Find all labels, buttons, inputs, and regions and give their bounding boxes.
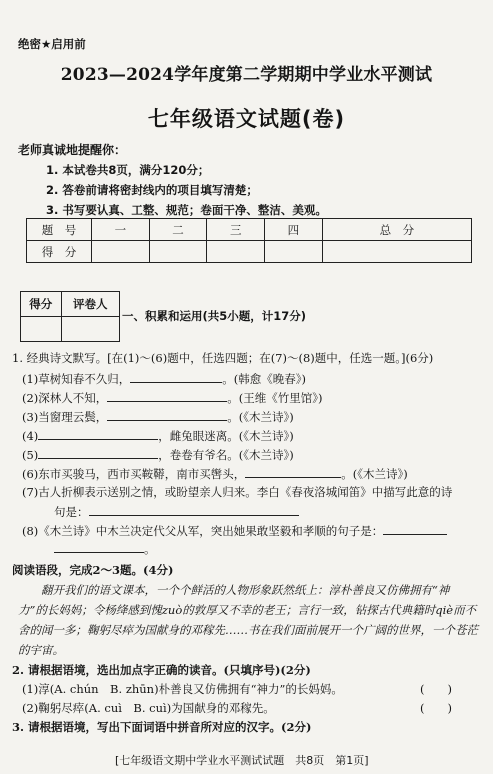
reading-passage: 翻开我们的语文课本，一个个鲜活的人物形象跃然纸上：淳朴善良又仿佛拥有“神力”的长妈妈；令杨绛感到愧zuò的敦厚又不幸的老王；言行一致，钻探古代典籍时qiè而不舍的闻一多；鞠躬尽瘁为国献身的邓稼先……书在我们面前展开一个广阔的世界，一个苍茫的宇宙。 xyxy=(18,583,478,657)
page-footer: [七年级语文期中学业水平测试试题 共8页 第1页] xyxy=(115,754,369,767)
recite-line-7b: 句是： xyxy=(54,503,299,520)
reading-title: 阅读语段，完成2～3题。(4分) xyxy=(12,563,174,577)
answer-blank[interactable] xyxy=(130,370,222,383)
grader-score-label: 得分 xyxy=(21,292,62,317)
question-3-stem: 3. 请根据语境，写出下面词语中拼音所对应的汉字。(2分) xyxy=(12,720,312,734)
score-header-cell: 四 xyxy=(265,219,323,241)
question-2-1: (1)淳(A. chún B. zhūn)朴善良又仿佛拥有“神力”的长妈妈。 xyxy=(22,682,343,696)
question-2-stem: 2. 请根据语境，选出加点字正确的读音。(只填序号)(2分) xyxy=(12,663,311,677)
answer-blank[interactable] xyxy=(54,540,144,553)
grader-name-cell[interactable] xyxy=(61,317,119,342)
score-cell[interactable] xyxy=(265,241,323,263)
answer-blank[interactable] xyxy=(383,522,447,535)
recite-line-8: (8)《木兰诗》中木兰决定代父从军，突出她果敢坚毅和孝顺的句子是： xyxy=(22,522,447,539)
score-header-cell: 一 xyxy=(92,219,150,241)
recite-line-1: (1)草树知春不久归， 。(韩愈《晚春》) xyxy=(22,372,307,386)
score-cell[interactable] xyxy=(149,241,207,263)
grader-table xyxy=(20,291,120,342)
answer-blank[interactable] xyxy=(38,446,158,459)
answer-blank[interactable] xyxy=(245,465,341,478)
score-table xyxy=(26,218,472,263)
notice-item: 1. 本试卷共8页，满分120分； xyxy=(46,163,210,177)
exam-title: 2023—2024学年度第二学期期中学业水平测试 xyxy=(60,65,433,85)
score-header-cell: 三 xyxy=(207,219,265,241)
recite-line-6: (6)东市买骏马，西市买鞍鞯，南市买辔头， 。(《木兰诗》) xyxy=(22,467,408,481)
notice-item: 3. 书写要认真、工整、规范；卷面干净、整洁、美观。 xyxy=(46,203,327,217)
notice-title: 老师真诚地提醒你： xyxy=(18,143,127,157)
paper-title: 七年级语文试题(卷) xyxy=(147,107,346,131)
recite-line-5: (5) ，卷卷有爷名。(《木兰诗》) xyxy=(22,448,294,462)
score-cell[interactable] xyxy=(322,241,471,263)
score-header-cell: 总 分 xyxy=(322,219,471,241)
answer-blank[interactable] xyxy=(38,427,158,440)
answer-blank[interactable] xyxy=(107,408,227,421)
answer-blank[interactable] xyxy=(107,389,227,402)
answer-blank[interactable] xyxy=(89,503,299,516)
answer-paren[interactable]: ( ) xyxy=(420,682,452,696)
section-title: 一、积累和运用(共5小题，计17分) xyxy=(122,309,307,323)
question-1-stem: 1. 经典诗文默写。[在(1)～(6)题中，任选四题；在(7)～(8)题中，任选一题。](6分) xyxy=(12,351,434,365)
score-header-cell: 题 号 xyxy=(27,219,92,241)
recite-line-4: (4) ，雌兔眼迷离。(《木兰诗》) xyxy=(22,429,294,443)
score-row-label: 得 分 xyxy=(27,241,92,263)
answer-paren[interactable]: ( ) xyxy=(420,701,452,715)
recite-line-3: (3)当窗理云鬓， 。(《木兰诗》) xyxy=(22,410,294,424)
grader-score-cell[interactable] xyxy=(21,317,62,342)
notice-item: 2. 答卷前请将密封线内的项目填写清楚； xyxy=(46,183,258,197)
recite-line-7: (7)古人折柳表示送别之情，或盼望亲人归来。李白《春夜洛城闻笛》中描写此意的诗 xyxy=(22,485,453,499)
question-2-2: (2)鞠躬尽瘁(A. cuì B. cuì)为国献身的邓稼先。 xyxy=(22,701,275,715)
grader-name-label: 评卷人 xyxy=(61,292,119,317)
score-cell[interactable] xyxy=(207,241,265,263)
score-header-cell: 二 xyxy=(149,219,207,241)
recite-line-8b: 。 xyxy=(54,540,156,557)
recite-line-2: (2)深林人不知， 。(王维《竹里馆》) xyxy=(22,391,323,405)
score-cell[interactable] xyxy=(92,241,150,263)
confidential-label: 绝密★启用前 xyxy=(18,37,86,51)
